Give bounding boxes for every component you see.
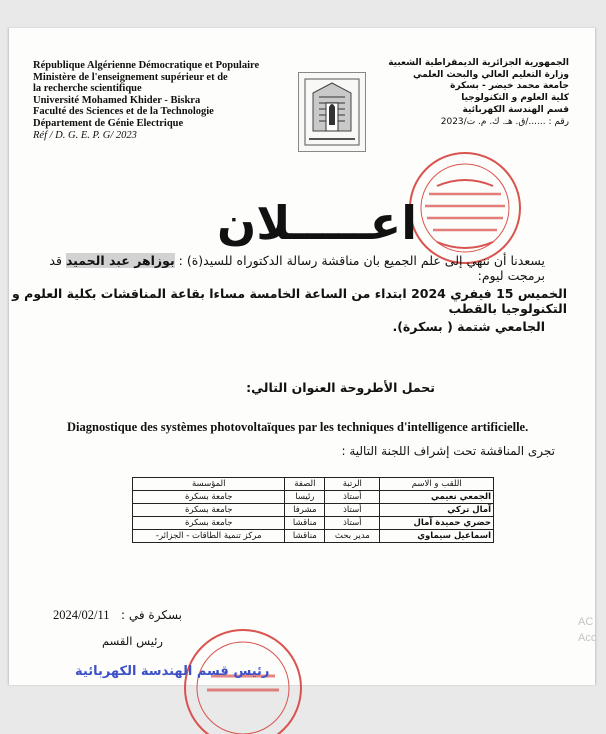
jury-header-institution: المؤسسة bbox=[133, 478, 285, 491]
header-fr-line: Ministère de l'enseignement supérieur et de bbox=[33, 71, 228, 83]
faculty-stamp-red bbox=[407, 150, 523, 266]
defense-place-line: الجامعي شتمة ( بسكرة). bbox=[392, 319, 545, 334]
jury-rank: أستاذ bbox=[325, 491, 380, 504]
header-ar-line: جامعة محمد خيضر - بسكرة bbox=[450, 81, 569, 92]
jury-rank: أستاذ bbox=[325, 517, 380, 530]
jury-row bbox=[133, 517, 494, 530]
reference-number-fr: Réf / D. G. E. P. G/ 2023 bbox=[33, 129, 137, 141]
jury-role: مشرفا bbox=[285, 504, 325, 517]
jury-name: آمال تركي bbox=[380, 504, 494, 517]
jury-name: الجمعي نعيمي bbox=[380, 491, 494, 504]
jury-name: حضري حميدة آمال bbox=[380, 517, 494, 530]
activation-watermark: AC Acc bbox=[578, 616, 597, 644]
jury-institution: جامعة بسكرة bbox=[133, 517, 285, 530]
department-stamp-red bbox=[177, 624, 309, 734]
header-fr-line: République Algérienne Démocratique et Populaire bbox=[33, 60, 260, 71]
header-ar-line: قسم الهندسة الكهربائية bbox=[462, 104, 569, 115]
jury-header-row bbox=[133, 478, 494, 491]
jury-header-rank: الرتبة bbox=[325, 478, 380, 491]
jury-role: مناقشا bbox=[285, 517, 325, 530]
header-fr-line: la recherche scientifique bbox=[33, 83, 142, 95]
jury-header-role: الصفة bbox=[285, 478, 325, 491]
department-head-title: رئيس القسم bbox=[102, 634, 163, 648]
thesis-heading: تحمل الأطروحة العنوان التالي: bbox=[246, 380, 435, 395]
header-ar-line: وزارة التعليم العالي والبحث العلمي bbox=[412, 69, 569, 80]
reference-number-ar: رقم : ....../ق. هـ. ك. م. ت/2023 bbox=[440, 116, 569, 127]
jury-table bbox=[132, 477, 494, 543]
header-fr-line: Département de Génie Electrique bbox=[33, 117, 184, 129]
university-logo-icon bbox=[299, 73, 365, 151]
intro-paragraph bbox=[15, 253, 545, 283]
intro-text: يسعدنا أن ننهي إلى علم الجميع بان مناقشة رسالة الدكتوراه للسيد(ة) : bbox=[178, 253, 545, 268]
header-fr-line: Faculté des Sciences et de la Technologie bbox=[33, 106, 214, 118]
jury-role: رئيسا bbox=[285, 491, 325, 504]
thesis-title: Diagnostique des systèmes photovoltaïques par les techniques d'intelligence artificielle. bbox=[67, 420, 529, 434]
jury-header-name: اللقب و الاسم bbox=[380, 478, 494, 491]
signing-place: بسكرة في : bbox=[121, 608, 182, 622]
jury-rank: مدير بحث bbox=[325, 530, 380, 543]
jury-role: مناقشا bbox=[285, 530, 325, 543]
university-logo bbox=[298, 72, 366, 152]
intro-text-end: قد برمجت ليوم: bbox=[49, 253, 545, 283]
jury-intro: تجرى المناقشة تحت إشراف اللجنة التالية : bbox=[341, 444, 555, 458]
jury-institution: جامعة بسكرة bbox=[133, 491, 285, 504]
document-page bbox=[8, 28, 596, 685]
announcement-title: اعـــــلان bbox=[217, 196, 417, 250]
jury-row bbox=[133, 530, 494, 543]
jury-name: اسماعيل سيماوي bbox=[380, 530, 494, 543]
jury-row bbox=[133, 504, 494, 517]
defense-date-line: الخميس 15 فيفري 2024 ابتداء من الساعة الخامسة مساءا بقاعة المناقشات بكلية العلوم و التكنولوجيا بالقطب bbox=[12, 286, 567, 316]
jury-rank: أستاذ bbox=[325, 504, 380, 517]
candidate-name: بوزاهر عبد الحميد bbox=[65, 253, 175, 268]
header-arabic bbox=[369, 58, 569, 128]
header-ar-line: الجمهورية الجزائرية الديمقراطية الشعبية bbox=[388, 58, 569, 68]
jury-institution: جامعة بسكرة bbox=[133, 504, 285, 517]
jury-row bbox=[133, 491, 494, 504]
jury-institution: مركز تنمية الطاقات - الجزائر- bbox=[133, 530, 285, 543]
department-stamp-text: رئيس قسم الهندسة الكهربائية bbox=[75, 664, 270, 679]
signing-date: 2024/02/11 bbox=[53, 608, 110, 622]
header-ar-line: كلية العلوم و التكنولوجيا bbox=[461, 93, 569, 104]
header-fr-line: Université Mohamed Khider - Biskra bbox=[33, 94, 201, 106]
header-french bbox=[33, 60, 259, 141]
